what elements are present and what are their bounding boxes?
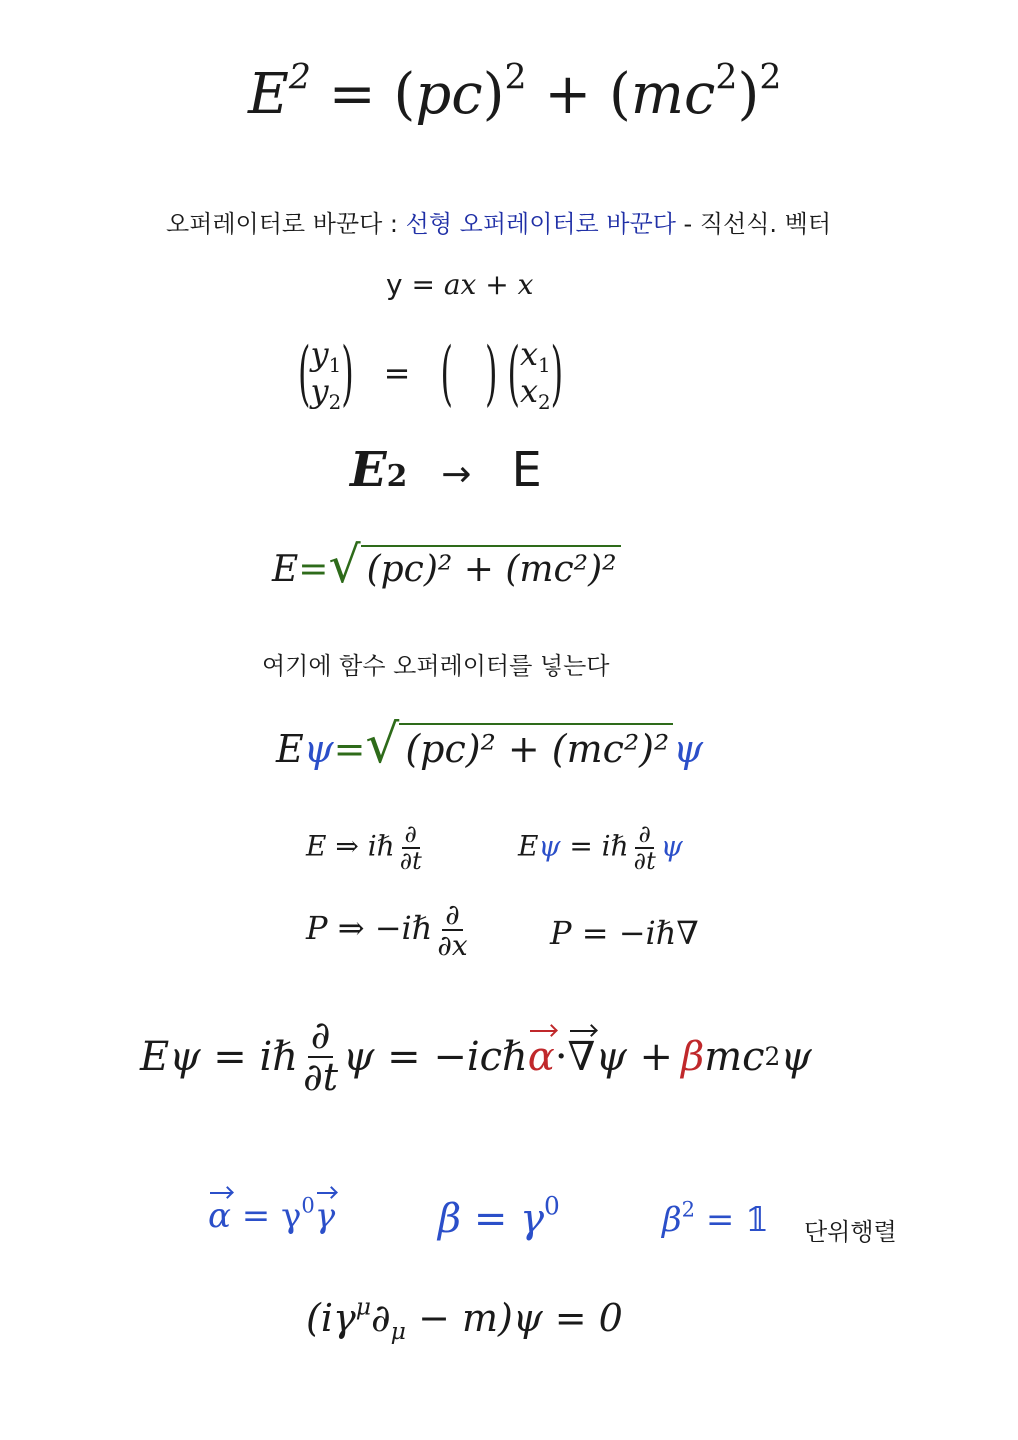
covariant-dirac-equation: $(i\gamma^\mu\partial_\mu - m)\psi = 0$ bbox=[306, 1292, 623, 1346]
operator-note-linear: 선형 오퍼레이터로 바꾼다 bbox=[405, 210, 676, 238]
energy-sqrt-equation: E = √ (pc)² + (mc²)² bbox=[272, 540, 621, 590]
function-operator-note: 여기에 함수 오퍼레이터를 넣는다 bbox=[262, 652, 610, 680]
identity-matrix-label: 단위행렬 bbox=[804, 1218, 897, 1246]
energy-psi-equation: Eψ = iℏ $\frac{\partial}{\partial t}$ ψ bbox=[518, 820, 683, 876]
linear-equation: y = ax + x bbox=[386, 268, 534, 301]
nabla-vector: ∇ bbox=[567, 1033, 596, 1080]
alpha-vector: α bbox=[527, 1033, 555, 1080]
vector-y: ( $y_1$ $y_2$ ) bbox=[298, 330, 354, 415]
beta-squared-definition: $\beta^2$ = 𝟙 bbox=[662, 1196, 769, 1240]
operator-note-part1: 오퍼레이터로 바꾼다 : bbox=[166, 210, 406, 238]
operator-note-part3: - 직선식. 벡터 bbox=[675, 210, 832, 238]
alpha-definition: $\alpha = \gamma^0\gamma$ bbox=[208, 1192, 336, 1236]
vector-x: ( $x_1$ $x_2$ ) bbox=[507, 330, 564, 415]
matrix-equation: ( $y_1$ $y_2$ ) = ( ) ( $x_1$ $x_2$ ) bbox=[298, 330, 564, 415]
dirac-equation-alpha-beta: Eψ = iℏ $\frac{\partial}{\partial t}$ ψ = −icℏ α · ∇ ψ + β mc 2 ψ bbox=[140, 1013, 812, 1099]
beta-definition: $\beta = \gamma^0$ bbox=[438, 1191, 560, 1242]
momentum-nabla-equation: P = −iℏ∇ bbox=[550, 914, 699, 952]
psi-sqrt-equation: E ψ = √ (pc)² + (mc²)² ψ bbox=[276, 713, 704, 775]
operator-note bbox=[166, 204, 831, 239]
mass-energy-equation: $E^2 = (pc)^2 + (mc^2)^2$ bbox=[248, 57, 782, 127]
energy-arrow-line: E 2 → E bbox=[350, 442, 542, 498]
momentum-operator: P ⇒ −iℏ $\frac{\partial}{\partial x}$ bbox=[306, 898, 468, 963]
energy-operator: E ⇒ iℏ $\frac{\partial}{\partial t}$ bbox=[306, 820, 422, 876]
empty-matrix: ( ) bbox=[440, 330, 498, 415]
